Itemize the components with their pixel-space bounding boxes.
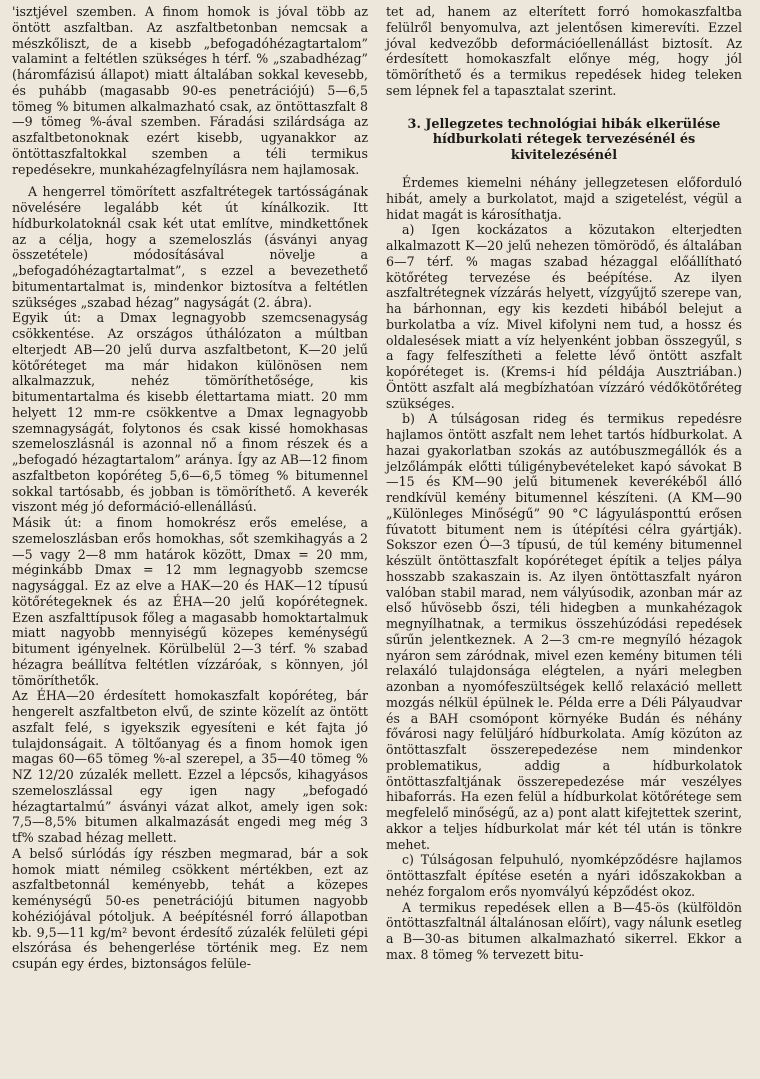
- paragraph: A termikus repedések ellen a B—45-ös (külföldön öntöttaszfaltnál általánosan előírt), vagy nálunk esetleg a B—30-as bitumen alkalmazható sikerrel. Ekkor a max. 8 tömeg % tervezett bitu-: [386, 899, 742, 962]
- paragraph: b) A túlságosan rideg és termikus repedésre hajlamos öntött aszfalt nem lehet tartós hídburkolat. A hazai gyakorlatban szokás az autóbuszmegállók és a jelzőlámpák előtti túligénybevételeket kapó sávokat B—15 és KM—90 jelű bitumenek keverékéből álló rendkívül kemény bitumennel készíteni. (A KM—90 „Különleges Minőségű” 90 °C lágyulásponttú erősen fúvatott bitument nem is útépítési célra gyártják). Sokszor ezen Ó—3 típusú, de túl kemény bitumennel készült öntöttaszfalt kopóréteget építik a teljes pálya hosszabb szakaszain is. Az ilyen öntöttaszfalt nyáron valóban stabil marad, nem vályúsodik, azonban már az első hűvösebb őszi, téli hidegben a munkahézagok megnyílhatnak, a termikus összehúzódási repedések sűrűn jelentkeznek. A 2—3 cm-re megnyíló hézagok nyáron sem záródnak, mivel ezen kemény bitumen téli relaxáló tulajdonsága elégtelen, a nyári melegben azonban a nyomófeszültségek kellő relaxáció mellett mozgás nélkül épülnek le. Példa erre a Déli Pályaudvar és a BAH csomópont környéke Budán és néhány fővárosi nagy felüljáró hídburkolata. Amíg közúton az öntöttaszfalt összerepedezése nem mindenkor problematikus, addig a hídburkolatok öntöttaszfaltjának összerepedezése már veszélyes hibaforrás. Ha ezen felül a hídburkolat kötőrétege sem megfelelő minőségű, az a) pont alatt kifejtettek szerint, akkor a teljes hídburkolat már két tél után is tönkre mehet.: [386, 411, 742, 852]
- paragraph: A belső súrlódás így részben megmarad, bár a sok homok miatt némileg csökkent mértékben, ezt az aszfaltbetonnál keményebb, tehát a közepes keménységű 50-es penetrációjú bitumen nagyobb kohéziójával pótoljuk. A beépítésnél forró állapotban kb. 9,5—11 kg/m² bevont érdesítő zúzalék felületi gépi elszórása és behengerlése történik meg. Ez nem csupán egy érdes, biztonságos felüle-: [12, 845, 368, 971]
- paragraph: A hengerrel tömörített aszfaltrétegek tartósságának növelésére legalább két út kínálkozik. Itt hídburkolatoknál csak két utat említve, mindkettőnek az a célja, hogy a szemeloszlás (ásványi anyag összetétele) módosításával növelje a „befogadóhézagtartalmat”, s ezzel a bevezethető bitumentartalmat is, mindenkor biztosítva a feltétlen szükséges „szabad hézag” nagyságát (2. ábra).: [12, 184, 368, 310]
- paragraph: Másik út: a finom homokrész erős emelése, a szemeloszlásban erős homokhas, sőt szemkihagyás a 2—5 vagy 2—8 mm határok között, Dmax = 20 mm, méginkább Dmax = 12 mm legnagyobb szemcse nagysággal. Ez az elve a HAK—20 és HAK—12 típusú kötőrétegeknek és az ÉHA—20 jelű kopórétegnek. Ezen aszfalttípusok főleg a magasabb homoktartalmuk miatt nagyobb mennyiségű közepes keménységű bitument igényelnek. Körülbelül 2—3 térf. % szabad hézagra beállítva feltétlen vízzáróak, s könnyen, jól tömöríthetők.: [12, 515, 368, 688]
- paragraph: Érdemes kiemelni néhány jellegzetesen előforduló hibát, amely a burkolatot, majd a szigetelést, végül a hidat magát is károsíthatja.: [386, 175, 742, 222]
- paragraph: a) Igen kockázatos a közutakon elterjedten alkalmazott K—20 jelű nehezen tömörödő, és általában 6—7 térf. % magas szabad hézaggal előállítható kötőréteg tervezése és beépítése. Az ilyen aszfaltrétegnek vízzárás helyett, vízgyűjtő szerepe van, ha bárhonnan, egy kis kezdeti hibából belejut a burkolatba a víz. Mivel kifolyni nem tud, a hossz és oldalesések miatt a víz helyenként jobban összegyűl, s a fagy felfeszítheti a felette lévő öntött aszfalt kopóréteget is. (Krems-i híd példája Ausztriában.) Öntött aszfalt alá megbízhatóan vízzáró védőkötőréteg szükséges.: [386, 222, 742, 411]
- paragraph: Egyik út: a Dmax legnagyobb szemcsenagyság csökkentése. Az országos úthálózaton a múltban elterjedt AB—20 jelű durva aszfaltbetont, K—20 jelű kötőréteget ma már hidakon különösen nem alkalmazzuk, nehéz tömöríthetősége, kis bitumentartalma és kisebb élettartama miatt. 20 mm helyett 12 mm-re csökkentve a Dmax legnagyobb szemnagyságát, folytonos és csak kissé homokhasas szemeloszlásnál is azonnal nő a finom részek és a „befogadó hézagtartalom” aránya. Így az AB—12 finom aszfaltbeton kopóréteg 5,6—6,5 tömeg % bitumennel sokkal tartósabb, és jobban is tömöríthető. A keverék viszont még jó deformáció-ellenállású.: [12, 310, 368, 515]
- paragraph: c) Túlságosan felpuhuló, nyomképződésre hajlamos öntöttaszfalt építése esetén a nyári időszakokban a nehéz forgalom erős nyomvályú képződést okoz.: [386, 852, 742, 899]
- section-body: [386, 175, 742, 963]
- paragraph: Az ÉHA—20 érdesített homokaszfalt kopóréteg, bár hengerelt aszfaltbeton elvű, de szinte közelít az öntött aszfalt felé, s igyekszik egyesíteni e két fajta jó tulajdonságait. A töltőanyag és a finom homok igen magas 60—65 tömeg %-al szerepel, a 35—40 tömeg % NZ 12/20 zúzalék mellett. Ezzel a lépcsős, kihagyásos szemeloszlással egy igen nagy „befogadó hézagtartalmú” ásványi vázat alkot, amely igen sok: 7,5—8,5% bitumen alkalmazását engedi meg még 3 tf% szabad hézag mellett.: [12, 688, 368, 845]
- paragraph: 'isztjével szemben. A finom homok is jóval több az öntött aszfaltban. Az aszfaltbetonban nemcsak a mészkőliszt, de a kisebb „befogadóhézagtartalom” valamint a feltétlen szükséges h térf. % „szabadhézag” (háromfázisú állapot) miatt általában sokkal kevesebb, és puhább (magasabb 90-es penetrációjú) 5—6,5 tömeg % bitumen alkalmazható csak, az öntöttaszfalt 8—9 tömeg %-ával szemben. Fáradási szilárdsága az aszfaltbetonoknak ezért kisebb, ugyanakkor az öntöttaszfaltokkal szemben a téli termikus repedésekre, munkahézagfelnyílásra nem hajlamosak.: [12, 4, 368, 177]
- section-heading: 3. Jellegzetes technológiai hibák elkerülése hídburkolati rétegek tervezésénél és kivitelezésénél: [407, 116, 721, 163]
- left-column: [12, 4, 368, 1079]
- right-column: [386, 4, 742, 1079]
- paragraph-continuation: tet ad, hanem az elterített forró homokaszfaltba felülről benyomulva, azt jelentősen kimerevíti. Ezzel jóval kedvezőbb deformációellenállást biztosít. Az érdesített homokaszfalt előnye még, hogy jól tömöríthető és a termikus repedések hideg teleken sem lépnek fel a tapasztalat szerint.: [386, 4, 742, 98]
